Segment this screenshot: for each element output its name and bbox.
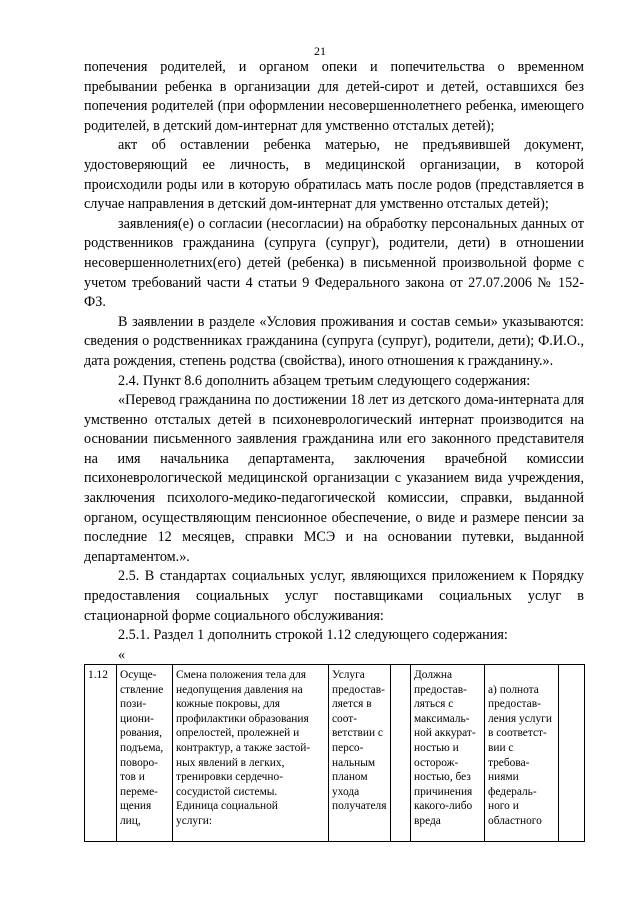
opening-quote: « bbox=[118, 646, 126, 663]
paragraph: попечения родителей, и органом опеки и попечительства о временном пребывании ребенка в организации для детей-сирот и детей, оставшихся без попечения родителей (при оформлении несовершеннолетнего ребенка, имеющего родителей, в детский дом-интернат для умственно отсталых детей); bbox=[84, 59, 584, 134]
service-requirements-cell: Должна предостав- ляться с максималь- ной аккурат- ностью и осторож- ностью, без причинения какого-либо вреда bbox=[411, 665, 485, 842]
service-name-cell: Осуще- ствление пози- циони- рования, подъема, поворо- тов и переме- щения лиц, bbox=[117, 665, 173, 842]
paragraph: 2.5. В стандартах социальных услуг, являющихся приложением к Порядку предоставления социальных услуг поставщиками социальных услуг в стационарной форме социального обслуживания: bbox=[84, 568, 584, 624]
paragraph: заявления(е) о согласии (несогласии) на обработку персональных данных от родственников гражданина (супруга (супруг), родители, дети) в отношении несовершеннолетних(его) детей (ребенка) в письменной произвольной форме с учетом требований части 4 статьи 9 Федерального закона от 27.07.2006 № 152-ФЗ. bbox=[84, 215, 584, 311]
page-number: 21 bbox=[314, 44, 326, 58]
empty-cell bbox=[391, 665, 411, 842]
paragraph: В заявлении в разделе «Условия проживания и состав семьи» указываются: сведения о родственниках гражданина (супруга (супруг), родители, дети); Ф.И.О., дата рождения, степень родства (свойства), иного отношения к гражданину.». bbox=[84, 313, 584, 369]
row-number: 1.12 bbox=[85, 665, 117, 842]
empty-cell bbox=[559, 665, 585, 842]
table-row bbox=[85, 665, 585, 842]
paragraph: «Перевод гражданина по достижении 18 лет из детского дома-интерната для умственно отсталых детей в психоневрологический интернат производится на основании письменного заявления гражданина или его законного представителя на имя начальника департамента, заключения врачебной комиссии психоневрологической медицинской организации с указанием вида учреждения, заключения психолого-медико-педагогической комиссии, справки, выданной органом, осуществляющим пенсионное обеспечение, о виде и размере пенсии за последние 12 месяцев, справки МСЭ и на основании путевки, выданной департаментом.». bbox=[84, 392, 584, 565]
service-evaluation-cell: а) полнота предостав- ления услуги в соответст- вии с требова- ниями федераль- ного и областного bbox=[485, 665, 559, 842]
document-body bbox=[84, 58, 584, 665]
services-table bbox=[84, 664, 585, 842]
service-description-cell: Смена положения тела для недопущения давления на кожные покровы, для профилактики образования опрелостей, пролежней и контрактур, а также застой- ных явлений в легких, тренировки сердечно- сосудистой системы. Единица социальной услуги: bbox=[173, 665, 329, 842]
paragraph: 2.4. Пункт 8.6 дополнить абзацем третьим следующего содержания: bbox=[118, 372, 531, 389]
paragraph: 2.5.1. Раздел 1 дополнить строкой 1.12 следующего содержания: bbox=[118, 627, 508, 644]
service-conditions-cell: Услуга предостав- ляется в соот- ветствии с персо- нальным планом ухода получателя bbox=[329, 665, 391, 842]
paragraph: акт об оставлении ребенка матерью, не предъявившей документ, удостоверяющий ее личность, в медицинской организации, в которой происходили роды или в которую обратилась мать после родов (представляется в случае направления в детский дом-интернат для умственно отсталых детей); bbox=[84, 137, 584, 213]
